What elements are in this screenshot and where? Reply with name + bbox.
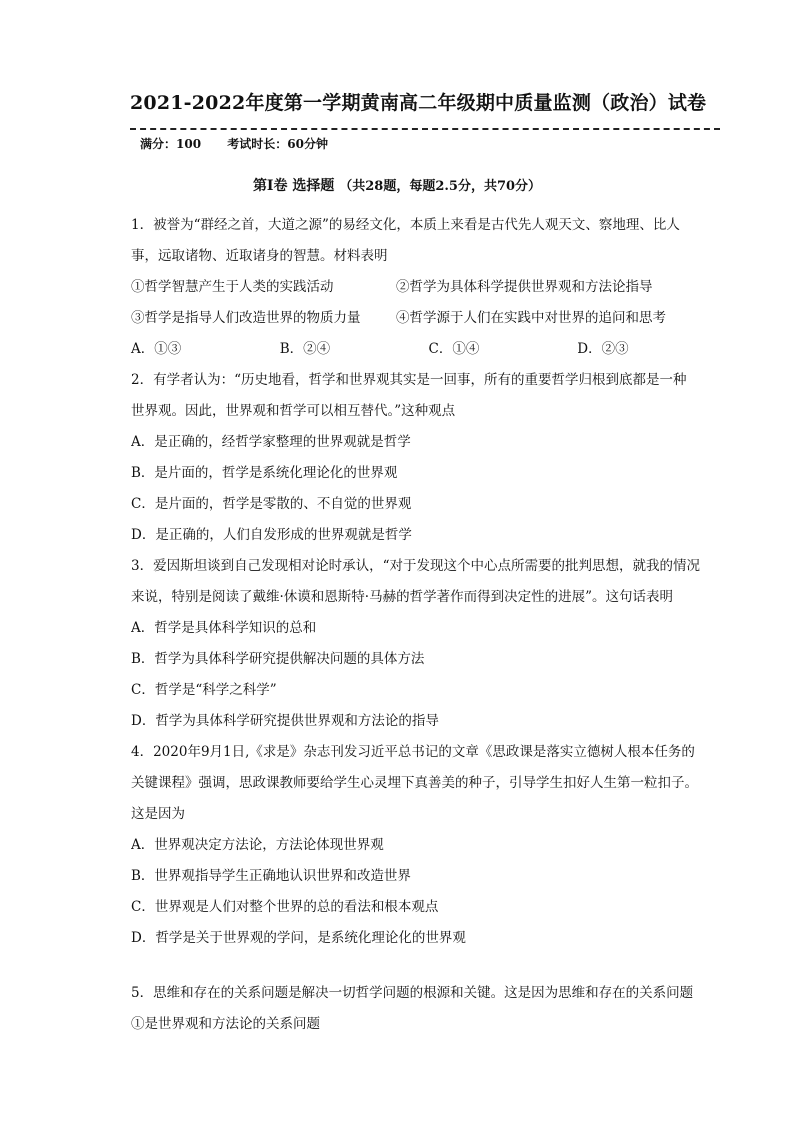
statement-row — [131, 303, 726, 334]
option-d: D．是正确的，人们自发形成的世界观就是哲学 — [131, 527, 412, 543]
statement: ③哲学是指导人们改造世界的物质力量 — [131, 310, 361, 326]
section-title: 第Ⅰ卷 选择题 — [252, 178, 335, 194]
question-stem: 事，远取诸物、近取诸身的智慧。材料表明 — [131, 248, 388, 264]
statement: ②哲学为具体科学提供世界观和方法论指导 — [396, 279, 653, 295]
option-a: A．哲学是具体科学知识的总和 — [131, 620, 317, 636]
option-a: A．世界观决定方法论，方法论体现世界观 — [131, 837, 384, 853]
question-stem: 3．爱因斯坦谈到自己发现相对论时承认，“对于发现这个中心点所需要的批判思想，就我的情况 — [131, 558, 700, 574]
spacer — [131, 954, 726, 978]
exam-duration: 考试时长：60分钟 — [227, 137, 328, 151]
full-score: 满分：100 — [140, 137, 202, 151]
section-heading — [0, 175, 794, 195]
question-stem: 2．有学者认为：“历史地看，哲学和世界观其实是一回事，所有的重要哲学归根到底都是一种 — [131, 372, 687, 388]
header-divider — [130, 128, 720, 130]
statement-row — [131, 272, 726, 303]
question-5 — [131, 978, 726, 1040]
exam-title: 2021-2022年度第一学期黄南高二年级期中质量监测（政治）试卷 — [130, 92, 707, 114]
section-info: （共28题，每题2.5分，共70分） — [339, 179, 542, 194]
question-stem: 世界观。因此，世界观和哲学可以相互替代。”这种观点 — [131, 403, 456, 419]
option-d: D．哲学为具体科学研究提供世界观和方法论的指导 — [131, 713, 439, 729]
question-stem: 5．思维和存在的关系问题是解决一切哲学问题的根源和关键。这是因为思维和存在的关系问题 — [131, 985, 694, 1001]
option-b: B．②④ — [279, 341, 331, 357]
option-d: D．哲学是关于世界观的学问，是系统化理论化的世界观 — [131, 930, 466, 946]
question-list — [131, 210, 726, 1040]
option-b: B．哲学为具体科学研究提供解决问题的具体方法 — [131, 651, 425, 667]
option-c: C．哲学是“科学之科学” — [131, 682, 277, 698]
options-row — [131, 334, 726, 365]
question-stem: 关键课程》强调，思政课教师要给学生心灵埋下真善美的种子，引导学生扣好人生第一粒扣子。 — [131, 775, 698, 791]
option-a: A．①③ — [131, 341, 182, 357]
question-stem: 来说，特别是阅读了戴维·休谟和恩斯特·马赫的哲学著作而得到决定性的进展”。这句话表明 — [131, 589, 673, 605]
question-2 — [131, 365, 726, 551]
question-3 — [131, 551, 726, 737]
question-stem: 4．2020年9月1日,《求是》杂志刊发习近平总书记的文章《思政课是落实立德树人根本任务的 — [131, 744, 695, 760]
option-b: B．世界观指导学生正确地认识世界和改造世界 — [131, 868, 411, 884]
option-b: B．是片面的，哲学是系统化理论化的世界观 — [131, 465, 398, 481]
option-c: C．世界观是人们对整个世界的总的看法和根本观点 — [131, 899, 439, 915]
statement: ①哲学智慧产生于人类的实践活动 — [131, 279, 334, 295]
statement: ④哲学源于人们在实践中对世界的追问和思考 — [396, 310, 666, 326]
statement: ①是世界观和方法论的关系问题 — [131, 1016, 320, 1032]
question-1 — [131, 210, 726, 365]
option-c: C．是片面的，哲学是零散的、不自觉的世界观 — [131, 496, 412, 512]
question-stem: 1．被誉为“群经之首，大道之源”的易经文化，本质上来看是古代先人观天文、察地理、比人 — [131, 217, 680, 233]
question-4 — [131, 737, 726, 954]
exam-meta — [140, 135, 350, 152]
option-c: C．①④ — [428, 341, 480, 357]
option-d: D．②③ — [577, 341, 629, 357]
question-stem: 这是因为 — [131, 806, 185, 822]
option-a: A．是正确的，经哲学家整理的世界观就是哲学 — [131, 434, 411, 450]
